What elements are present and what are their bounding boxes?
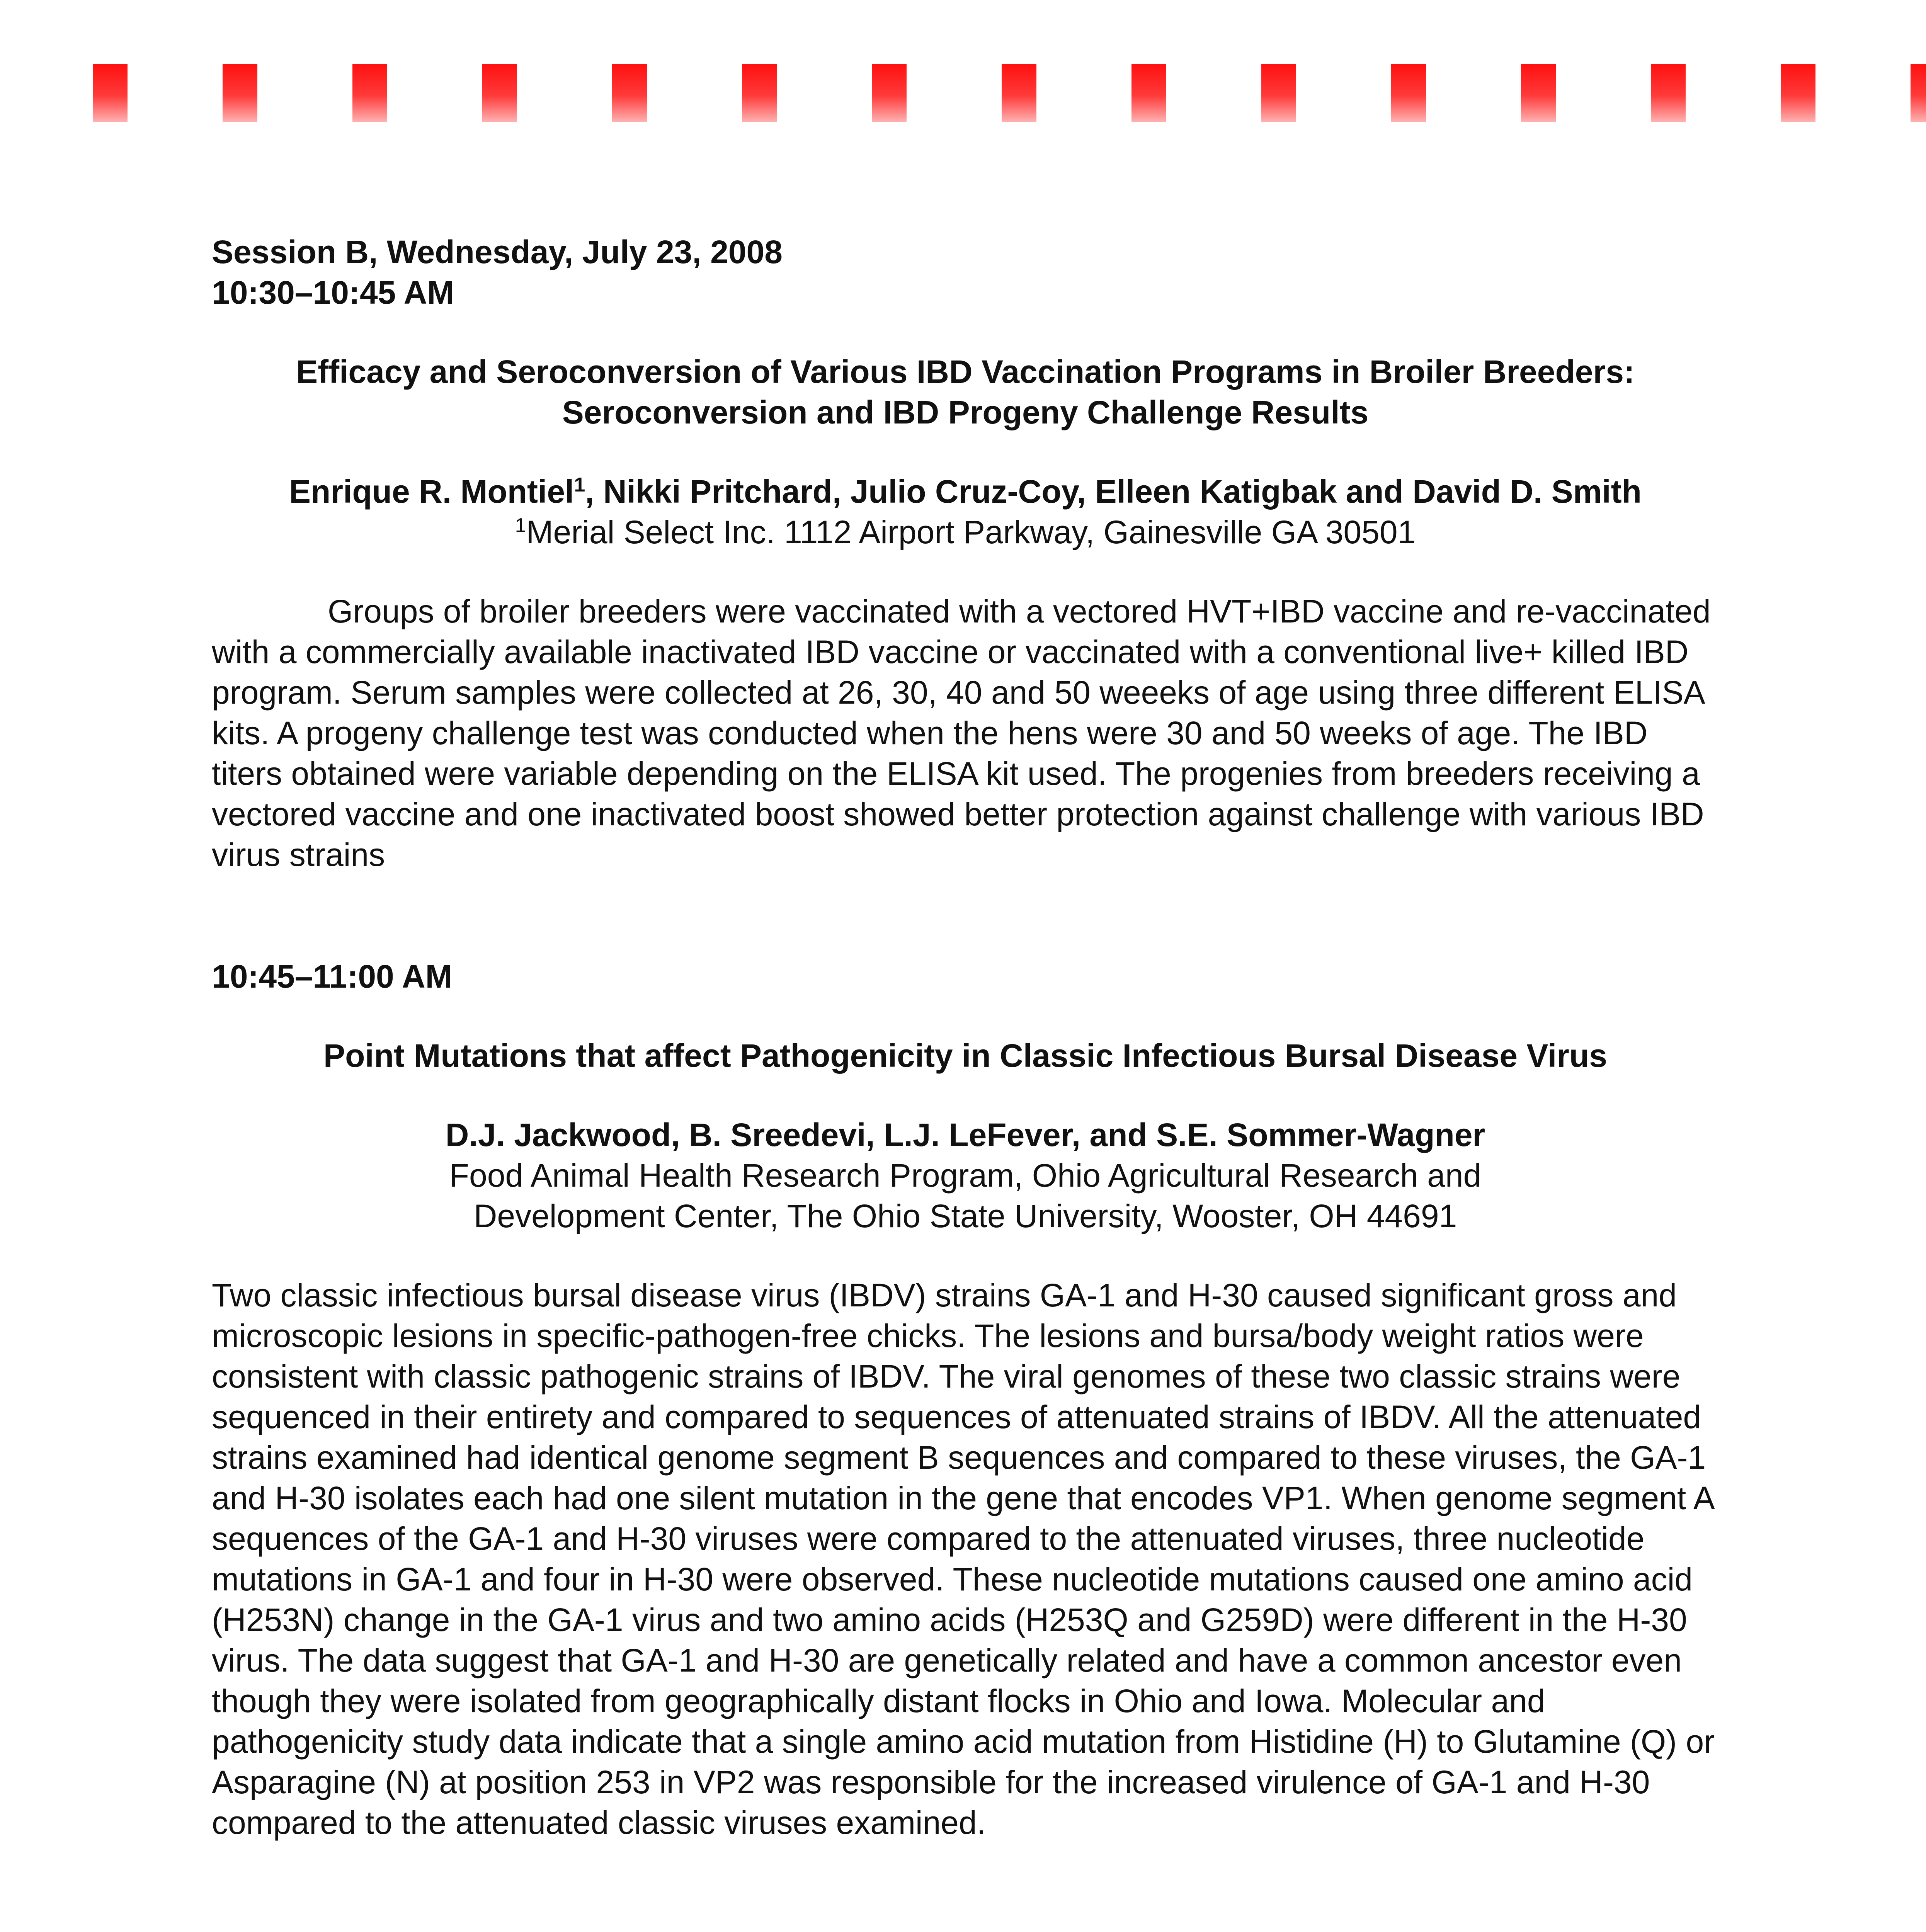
stripe-segment — [1911, 64, 1926, 122]
stripe-segment — [1521, 64, 1556, 122]
talk1-abstract: Groups of broiler breeders were vaccinated with a vectored HVT+IBD vaccine and re-vaccinated with a commercially available inactivated IBD vaccine or vaccinated with a conventional live+ killed IBD program. Serum samples were collected at 26, 30, 40 and 50 weeeks of age using three different ELISA kits. A progeny challenge test was conducted when the hens were 30 and 50 weeks of age. The IBD titers obtained were variable depending on the ELISA kit used. The progenies from breeders receiving a vectored vaccine and one inactivated boost showed better protection against challenge with various IBD virus strains — [212, 593, 1711, 873]
talk2-affiliation-line1: Food Animal Health Research Program, Ohio Agricultural Research and — [449, 1157, 1482, 1194]
stripe-segment — [612, 64, 647, 122]
talk2-affiliation-line2: Development Center, The Ohio State University, Wooster, OH 44691 — [473, 1198, 1457, 1234]
talk1-time: 10:30–10:45 AM — [212, 274, 454, 311]
talk1-title-line1: Efficacy and Seroconversion of Various IBD Vaccination Programs in Broiler Breeders: — [296, 354, 1635, 390]
stripe-segment — [352, 64, 387, 122]
page-content — [212, 232, 1719, 1843]
talk1-author-sup: 1 — [574, 474, 585, 496]
stripe-segment — [223, 64, 257, 122]
stripe-segment — [1651, 64, 1686, 122]
talk2-authors: D.J. Jackwood, B. Sreedevi, L.J. LeFever, and S.E. Sommer-Wagner — [445, 1117, 1485, 1153]
talk1-author-first: Enrique R. Montiel — [289, 473, 574, 510]
stripe-segment — [1261, 64, 1296, 122]
talk1-title-line2: Seroconversion and IBD Progeny Challenge Results — [562, 394, 1369, 430]
talk2-abstract: Two classic infectious bursal disease virus (IBDV) strains GA-1 and H-30 caused significant gross and microscopic lesions in specific-pathogen-free chicks. The lesions and bursa/body weight ratios were consistent with classic pathogenic strains of IBDV. The viral genomes of these two classic strains were sequenced in their entirety and compared to sequences of attenuated strains of IBDV. All the attenuated strains examined had identical genome segment B sequences and compared to these viruses, the GA-1 and H-30 isolates each had one silent mutation in the gene that encodes VP1. When genome segment A sequences of the GA-1 and H-30 viruses were compared to the attenuated viruses, three nucleotide mutations in GA-1 and four in H-30 were observed. These nucleotide mutations caused one amino acid (H253N) change in the GA-1 virus and two amino acids (H253Q and G259D) were different in the H-30 virus. The data suggest that GA-1 and H-30 are genetically related and have a common ancestor even though they were isolated from geographically distant flocks in Ohio and Iowa. Molecular and pathogenicity study data indicate that a single amino acid mutation from Histidine (H) to Glutamine (Q) or Asparagine (N) at position 253 in VP2 was responsible for the increased virulence of GA-1 and H-30 compared to the attenuated classic viruses examined. — [212, 1277, 1715, 1841]
session-line: Session B, Wednesday, July 23, 2008 — [212, 234, 783, 270]
stripe-segment — [742, 64, 777, 122]
talk2-title: Point Mutations that affect Pathogenicity in Classic Infectious Bursal Disease Virus — [323, 1037, 1607, 1074]
talk1-affil-sup: 1 — [515, 514, 526, 537]
stripe-segment — [1002, 64, 1036, 122]
talk1-authors — [212, 471, 1719, 512]
stripe-segment — [482, 64, 517, 122]
talk1-affiliation-text: Merial Select Inc. 1112 Airport Parkway, Gainesville GA 30501 — [526, 514, 1416, 550]
stripe-segment — [1131, 64, 1166, 122]
stripe-segment — [872, 64, 907, 122]
talk1-authors-rest: , Nikki Pritchard, Julio Cruz-Coy, Elleen Katigbak and David D. Smith — [585, 473, 1642, 510]
talk2-time: 10:45–11:00 AM — [212, 958, 453, 995]
stripe-segment — [1391, 64, 1426, 122]
decorative-red-stripe-bar — [0, 0, 1926, 128]
talk1-affiliation — [212, 512, 1719, 553]
stripe-segment — [93, 64, 128, 122]
talk1-title — [212, 352, 1719, 433]
stripe-segment — [1781, 64, 1815, 122]
